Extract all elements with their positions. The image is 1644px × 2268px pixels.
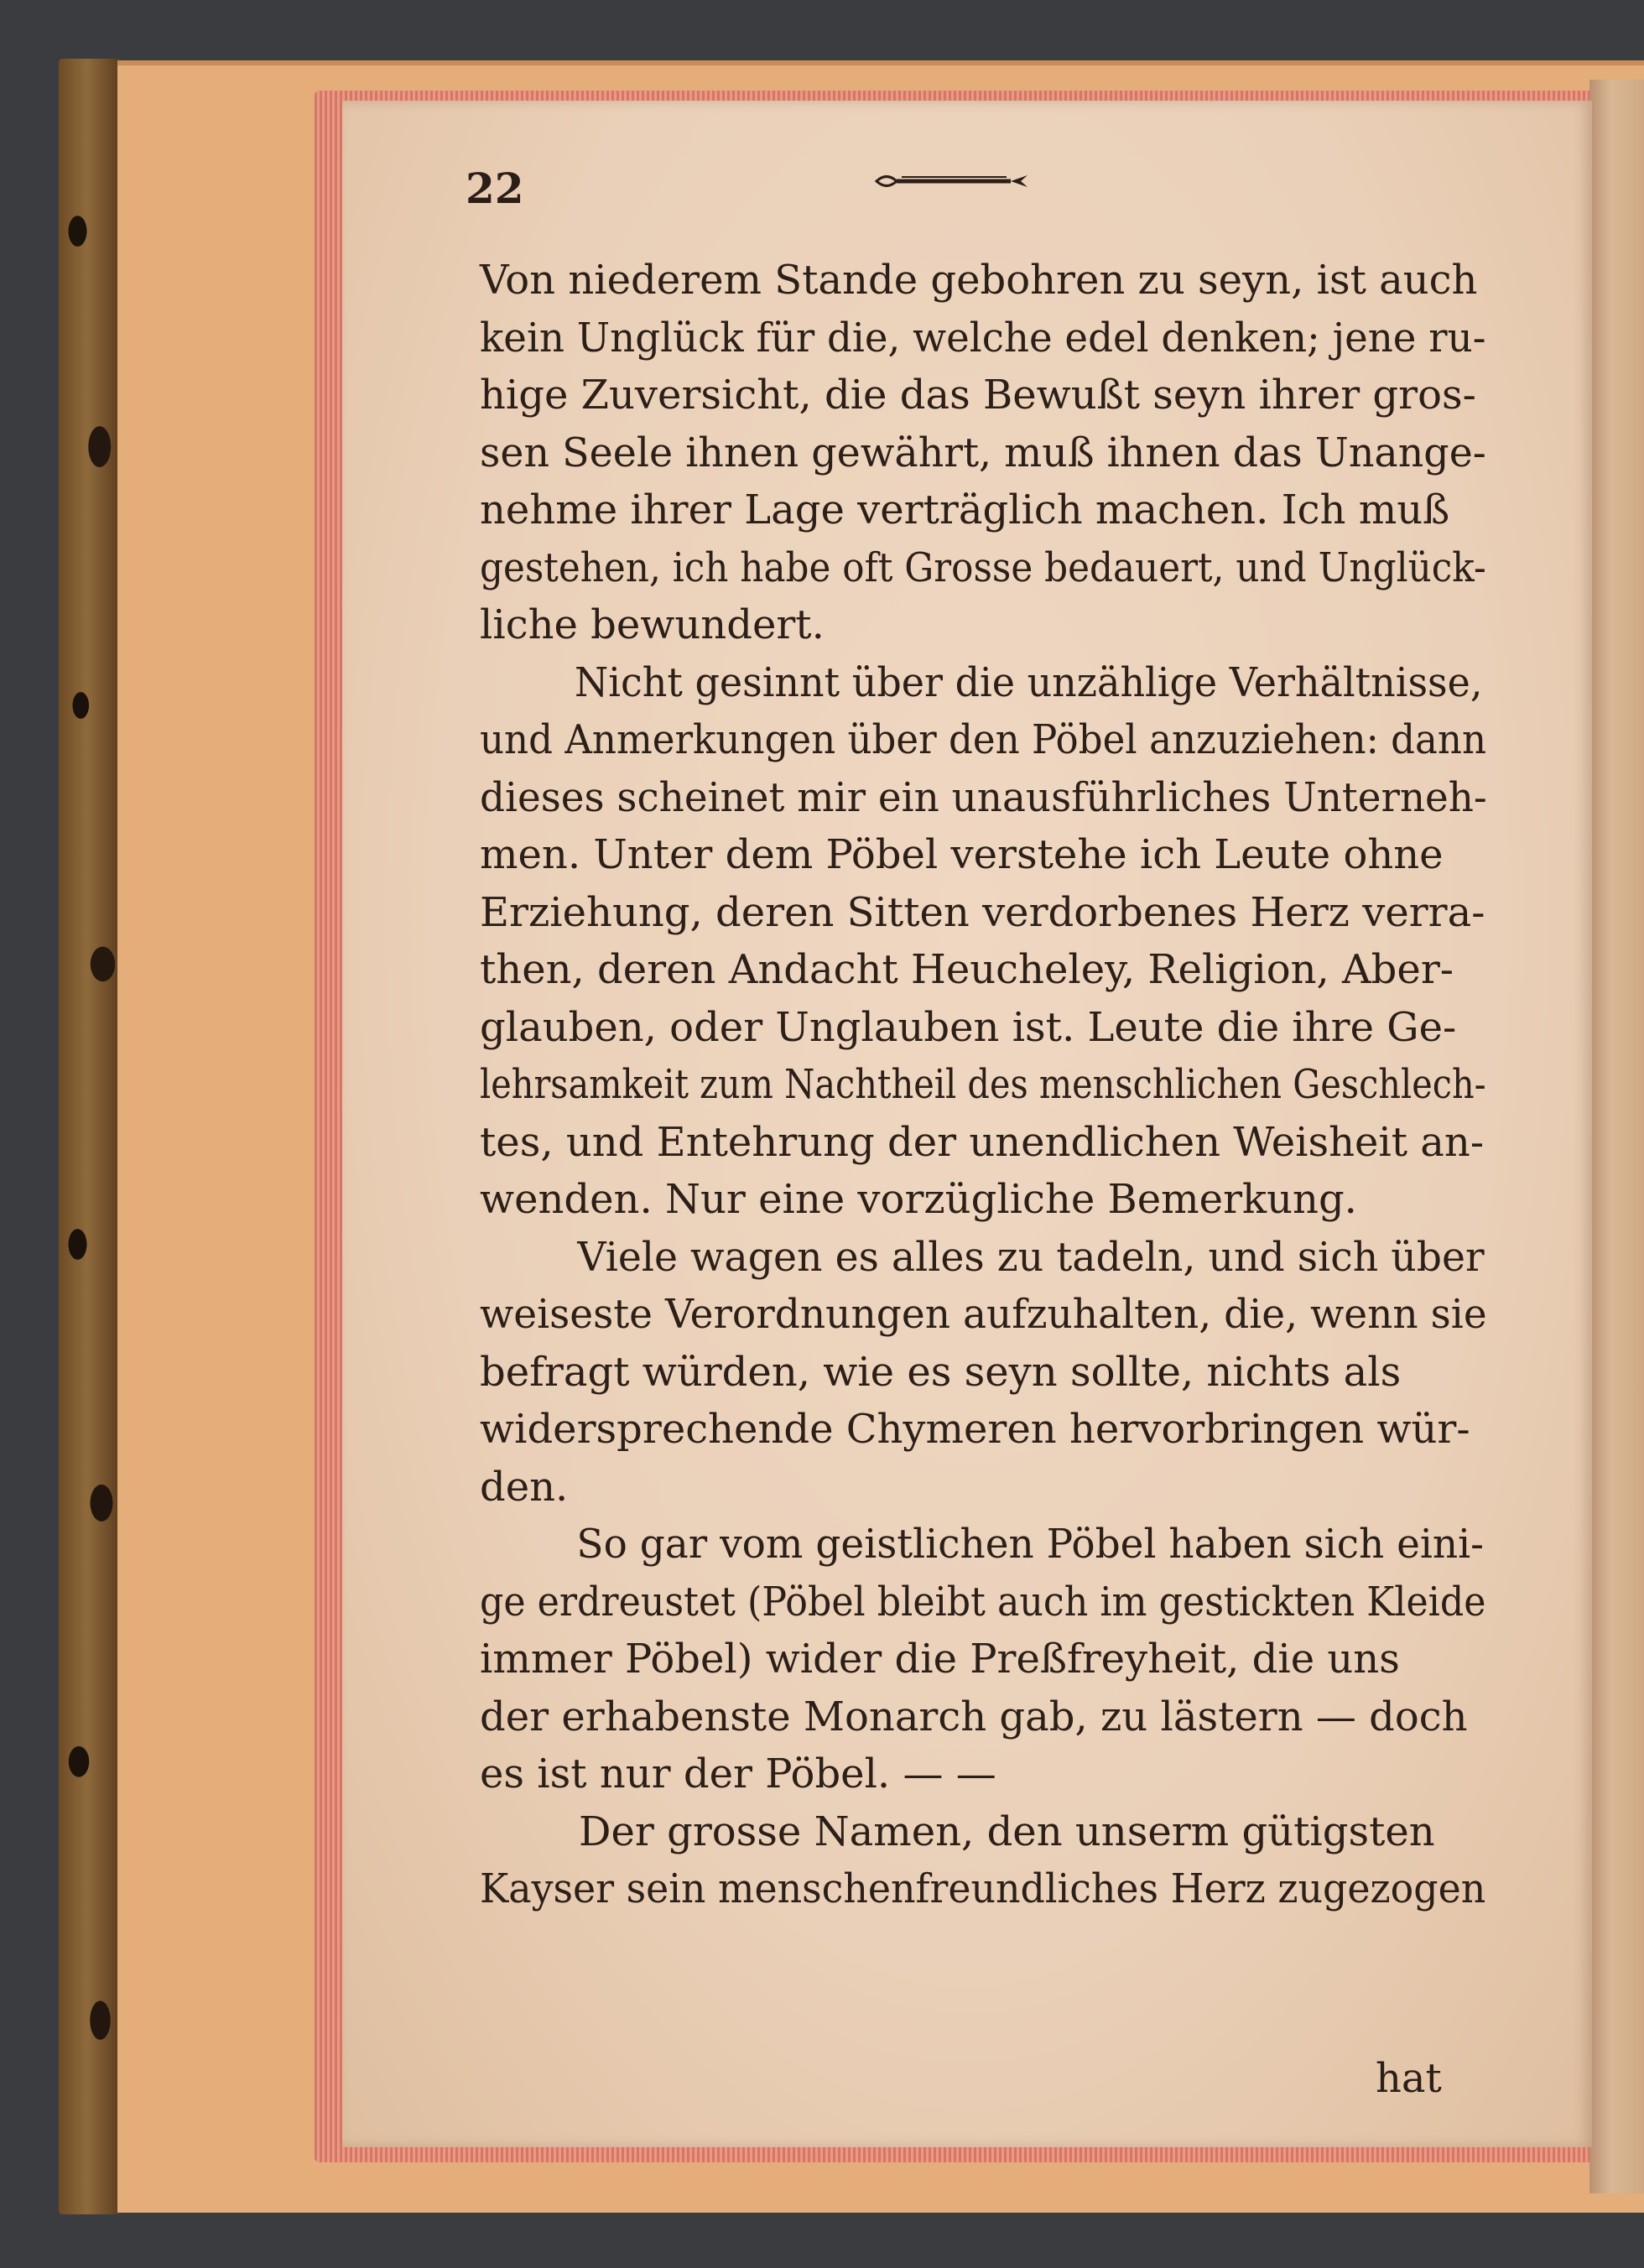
text-line: Viele wagen es alles zu tadeln, und sich über xyxy=(577,1233,1485,1281)
text-line: der erhabenste Monarch gab, zu lästern — doch xyxy=(480,1693,1468,1740)
text-line: gestehen, ich habe oft Grosse bedauert, und Unglück- xyxy=(480,544,1486,591)
text-line: immer Pöbel) wider die Preßfreyheit, die uns xyxy=(480,1636,1400,1683)
text-line: dieses scheinet mir ein unausführliches Unterneh- xyxy=(480,773,1487,821)
page-header xyxy=(466,164,1480,214)
paragraph xyxy=(480,654,1486,1229)
text-line: then, deren Andacht Heucheley, Religion, Aber- xyxy=(480,946,1454,993)
text-line: Von niederem Stande gebohren zu seyn, ist auch xyxy=(480,257,1478,304)
paragraph xyxy=(480,1516,1486,1803)
text-line: Nicht gesinnt über die unzählige Verhältnisse, xyxy=(575,658,1483,706)
text-line: kein Unglück für die, welche edel denken; jene ru- xyxy=(480,314,1486,362)
text-line: weiseste Verordnungen aufzuhalten, die, wenn sie xyxy=(480,1291,1487,1338)
body-text xyxy=(480,252,1486,1918)
text-line: sen Seele ihnen gewährt, muß ihnen das Unange- xyxy=(480,429,1486,476)
marbled-spine xyxy=(59,59,122,2214)
ornamental-rule-icon xyxy=(868,169,1036,194)
text-line: Kayser sein menschenfreundliches Herz zugezogen xyxy=(480,1865,1486,1912)
paragraph xyxy=(480,1803,1486,1918)
text-line: den. xyxy=(480,1463,569,1511)
text-line: men. Unter dem Pöbel verstehe ich Leute ohne xyxy=(480,831,1444,878)
page-number: 22 xyxy=(466,164,524,213)
catchword: hat xyxy=(1376,2055,1442,2102)
text-line: lehrsamkeit zum Nachtheil des menschlichen Geschlech- xyxy=(480,1061,1486,1108)
text-line: widersprechende Chymeren hervorbringen wür- xyxy=(480,1406,1470,1453)
next-page-edge xyxy=(1589,80,1644,2193)
text-line: liche bewundert. xyxy=(480,601,825,648)
text-line: nehme ihrer Lage verträglich machen. Ich muß xyxy=(480,486,1450,533)
text-line: ge erdreustet (Pöbel bleibt auch im gestickten Kleide xyxy=(480,1578,1486,1626)
text-line: Der grosse Namen, den unserm gütigsten xyxy=(579,1808,1435,1855)
text-line: Erziehung, deren Sitten verdorbenes Herz verra- xyxy=(480,888,1485,936)
text-line: und Anmerkungen über den Pöbel anzuziehen: dann xyxy=(480,716,1487,763)
paragraph xyxy=(480,252,1486,654)
text-line: tes, und Entehrung der unendlichen Weisheit an- xyxy=(480,1118,1485,1166)
text-line: befragt würden, wie es seyn sollte, nichts als xyxy=(480,1348,1402,1396)
text-line: es ist nur der Pöbel. — — xyxy=(480,1750,996,1797)
text-line: glauben, oder Unglauben ist. Leute die ihre Ge- xyxy=(480,1003,1457,1051)
paragraph xyxy=(480,1229,1486,1516)
text-line: So gar vom geistlichen Pöbel haben sich eini- xyxy=(576,1521,1485,1568)
text-line: wenden. Nur eine vorzügliche Bemerkung. xyxy=(480,1176,1357,1223)
text-line: hige Zuversicht, die das Bewußt seyn ihrer gros- xyxy=(480,372,1476,419)
